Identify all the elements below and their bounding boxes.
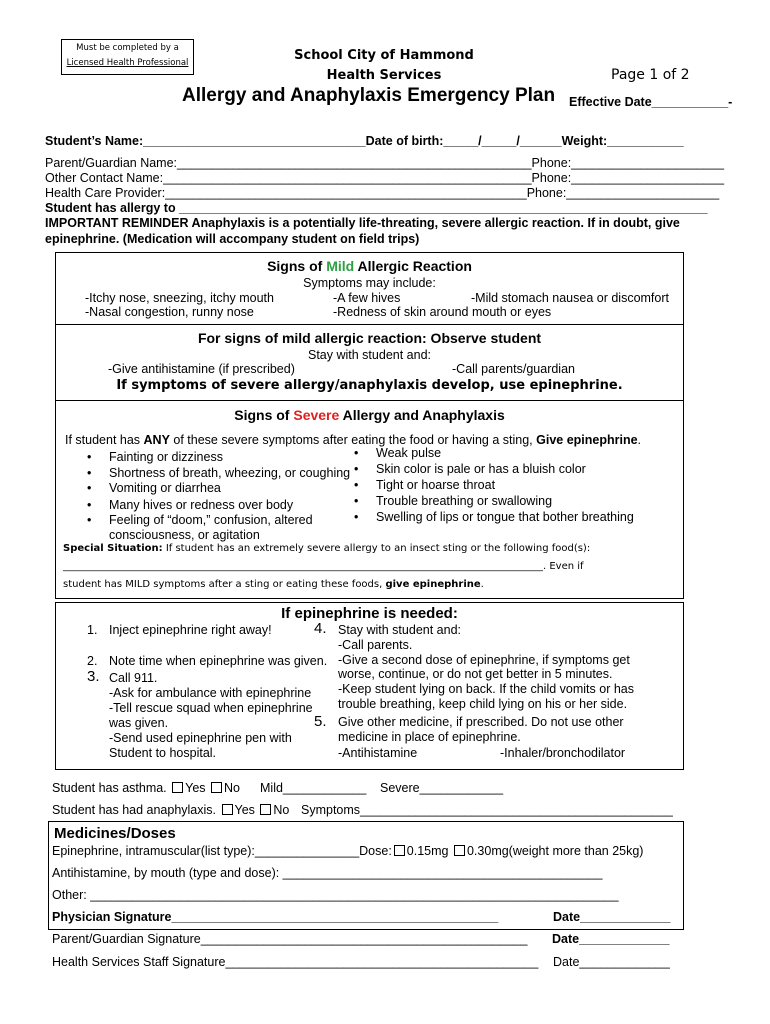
anaphylaxis-label: Student has had anaphylaxis. xyxy=(52,803,217,817)
epi-step-2: Note time when epinephrine was given. xyxy=(109,654,328,668)
student-name-line[interactable]: Student’s Name:________________________________Date of birth:_____/_____/______Weight:___________ xyxy=(45,134,684,148)
severe-symptom-cont: consciousness, or agitation xyxy=(109,528,260,542)
reminder-line-1: IMPORTANT REMINDER Anaphylaxis is a potentially life-threating, severe allergic reaction. If in doubt, give xyxy=(45,216,680,230)
stay-with-student: Stay with student and: xyxy=(308,348,431,362)
epi-step-4e: trouble breathing, keep child lying on his or her side. xyxy=(338,697,628,711)
severe-symptom: • Shortness of breath, wheezing, or coughing xyxy=(109,466,350,480)
other-contact-line[interactable]: Other Contact Name:_____________________________________________________Phone:______________________ xyxy=(45,171,725,185)
parent-line[interactable]: Parent/Guardian Name:___________________________________________________Phone:______________________ xyxy=(45,156,725,170)
epi-title: If epinephrine is needed: xyxy=(281,605,458,622)
mild-symptom-1: -Itchy nose, sneezing, itchy mouth xyxy=(85,291,274,305)
mild-symptom-2: -A few hives xyxy=(333,291,401,305)
mild-title: Signs of Mild Allergic Reaction xyxy=(267,258,472,274)
severe-symptom: • Swelling of lips or tongue that bother breathing xyxy=(376,510,634,524)
epi-num-5: 5. xyxy=(314,713,327,730)
severe-intro: If student has ANY of these severe symptoms after eating the food or having a sting, Give epinephrine. xyxy=(65,433,642,447)
epi-step-3d: -Send used epinephrine pen with xyxy=(109,731,292,745)
allergy-line[interactable]: Student has allergy to ____________________________________________________________________________ xyxy=(45,201,708,215)
divider xyxy=(55,400,684,401)
dept-name: Health Services xyxy=(326,68,442,83)
physician-date[interactable]: Date_____________ xyxy=(553,910,671,924)
staff-signature[interactable]: Health Services Staff Signature_____________________________________________ xyxy=(52,955,539,969)
anaphylaxis-yes-checkbox[interactable] xyxy=(222,804,233,815)
reminder-line-2: epinephrine. (Medication will accompany student on field trips) xyxy=(45,232,420,246)
dose-030-label: 0.30mg(weight more than 25kg) xyxy=(466,844,644,858)
observe-title: For signs of mild allergic reaction: Observe student xyxy=(197,330,542,346)
severe-symptom: • Many hives or redness over body xyxy=(109,498,293,512)
severe-symptom: • Fainting or dizziness xyxy=(109,450,223,464)
parent-signature[interactable]: Parent/Guardian Signature_______________________________________________ xyxy=(52,932,528,946)
special-situation: Special Situation: If student has an extremely severe allergy to an insect sting or the following food(s): xyxy=(63,543,591,554)
special-foods-line[interactable]: ________________________________________________________________________________________________. Even if xyxy=(63,561,584,572)
epi-step-5a: medicine in place of epinephrine. xyxy=(338,730,521,744)
anaphylaxis-no-checkbox[interactable] xyxy=(260,804,271,815)
epi-step-4c: worse, continue, or do not get better in 5 minutes. xyxy=(338,667,613,681)
provider-line[interactable]: Health Care Provider:____________________________________________________Phone:______________________ xyxy=(45,186,720,200)
call-parents: -Call parents/guardian xyxy=(452,362,575,376)
epi-step-4a: -Call parents. xyxy=(338,638,413,652)
other-medicine-line[interactable]: Other: ____________________________________________________________________________ xyxy=(52,888,619,902)
page-number: Page 1 of 2 xyxy=(611,67,690,83)
effective-date: Effective Date___________- xyxy=(569,95,733,109)
epi-num-4: 4. xyxy=(314,620,327,637)
asthma-severe-field[interactable]: Severe____________ xyxy=(380,781,504,795)
antihistamine-line[interactable]: Antihistamine, by mouth (type and dose): ______________________________________________ xyxy=(52,866,603,880)
stamp-line-2: Licensed Health Professional xyxy=(66,58,189,68)
dose-015-label: 0.15mg xyxy=(406,844,449,858)
parent-date[interactable]: Date_____________ xyxy=(552,932,670,946)
yes-label: Yes xyxy=(234,803,255,817)
severe-title: Signs of Severe Allergy and Anaphylaxis xyxy=(234,407,505,423)
mild-symptom-3: -Mild stomach nausea or discomfort xyxy=(471,291,669,305)
epi-step-3e: Student to hospital. xyxy=(109,746,217,760)
epi-step-4b: -Give a second dose of epinephrine, if symptoms get xyxy=(338,653,630,667)
medicines-title: Medicines/Doses xyxy=(54,825,176,842)
epi-step-3: Call 911. xyxy=(109,671,158,685)
anaphylaxis-row xyxy=(52,803,289,817)
severe-symptom: • Skin color is pale or has a bluish color xyxy=(376,462,586,476)
severe-symptom: • Feeling of “doom,” confusion, altered xyxy=(109,513,313,527)
epi-step-4d: -Keep student lying on back. If the child vomits or has xyxy=(338,682,634,696)
epi-step-3b: -Tell rescue squad when epinephrine xyxy=(109,701,313,715)
asthma-label: Student has asthma. xyxy=(52,781,167,795)
asthma-yes-checkbox[interactable] xyxy=(172,782,183,793)
epi-num-3: 3. xyxy=(87,668,100,685)
epi-step-5b: -Antihistamine xyxy=(338,746,418,760)
stamp-line-1: Must be completed by a xyxy=(76,43,179,53)
symptoms-intro: Symptoms may include: xyxy=(303,276,436,290)
org-name: School City of Hammond xyxy=(294,48,474,63)
divider xyxy=(55,324,684,325)
epi-step-3c: was given. xyxy=(109,716,169,730)
mild-sting-note: student has MILD symptoms after a sting or eating these foods, give epinephrine. xyxy=(63,579,484,590)
mild-symptom-5: -Redness of skin around mouth or eyes xyxy=(333,305,552,319)
epi-num-2: 2. xyxy=(87,654,98,668)
give-antihistamine: -Give antihistamine (if prescribed) xyxy=(108,362,295,376)
asthma-no-checkbox[interactable] xyxy=(211,782,222,793)
epi-step-1: Inject epinephrine right away! xyxy=(109,623,272,637)
severe-symptom: • Weak pulse xyxy=(376,446,441,460)
yes-label: Yes xyxy=(185,781,206,795)
epi-step-4: Stay with student and: xyxy=(338,623,461,637)
no-label: No xyxy=(224,781,241,795)
severe-note: If symptoms of severe allergy/anaphylaxis develop, use epinephrine. xyxy=(116,378,623,393)
severe-symptom: • Vomiting or diarrhea xyxy=(109,481,221,495)
no-label: No xyxy=(273,803,290,817)
epinephrine-type-field[interactable]: Epinephrine, intramuscular(list type):_______________Dose: xyxy=(52,844,392,858)
epi-step-5c: -Inhaler/bronchodilator xyxy=(500,746,626,760)
asthma-mild-field[interactable]: Mild____________ xyxy=(260,781,367,795)
physician-signature[interactable]: Physician Signature_______________________________________________ xyxy=(52,910,499,924)
severe-symptom: • Trouble breathing or swallowing xyxy=(376,494,552,508)
dose-015-checkbox[interactable] xyxy=(394,845,405,856)
staff-date[interactable]: Date_____________ xyxy=(553,955,670,969)
severe-symptom: • Tight or hoarse throat xyxy=(376,478,495,492)
asthma-row xyxy=(52,781,240,795)
symptoms-field[interactable]: Symptoms_____________________________________________ xyxy=(301,803,673,817)
epi-step-5: Give other medicine, if prescribed. Do not use other xyxy=(338,715,624,729)
mild-symptom-4: -Nasal congestion, runny nose xyxy=(85,305,254,319)
epi-num-1: 1. xyxy=(87,623,98,637)
page-title: Allergy and Anaphylaxis Emergency Plan xyxy=(182,85,556,106)
dose-030-checkbox[interactable] xyxy=(454,845,465,856)
epi-step-3a: -Ask for ambulance with epinephrine xyxy=(109,686,312,700)
epinephrine-dose-line xyxy=(52,844,643,858)
